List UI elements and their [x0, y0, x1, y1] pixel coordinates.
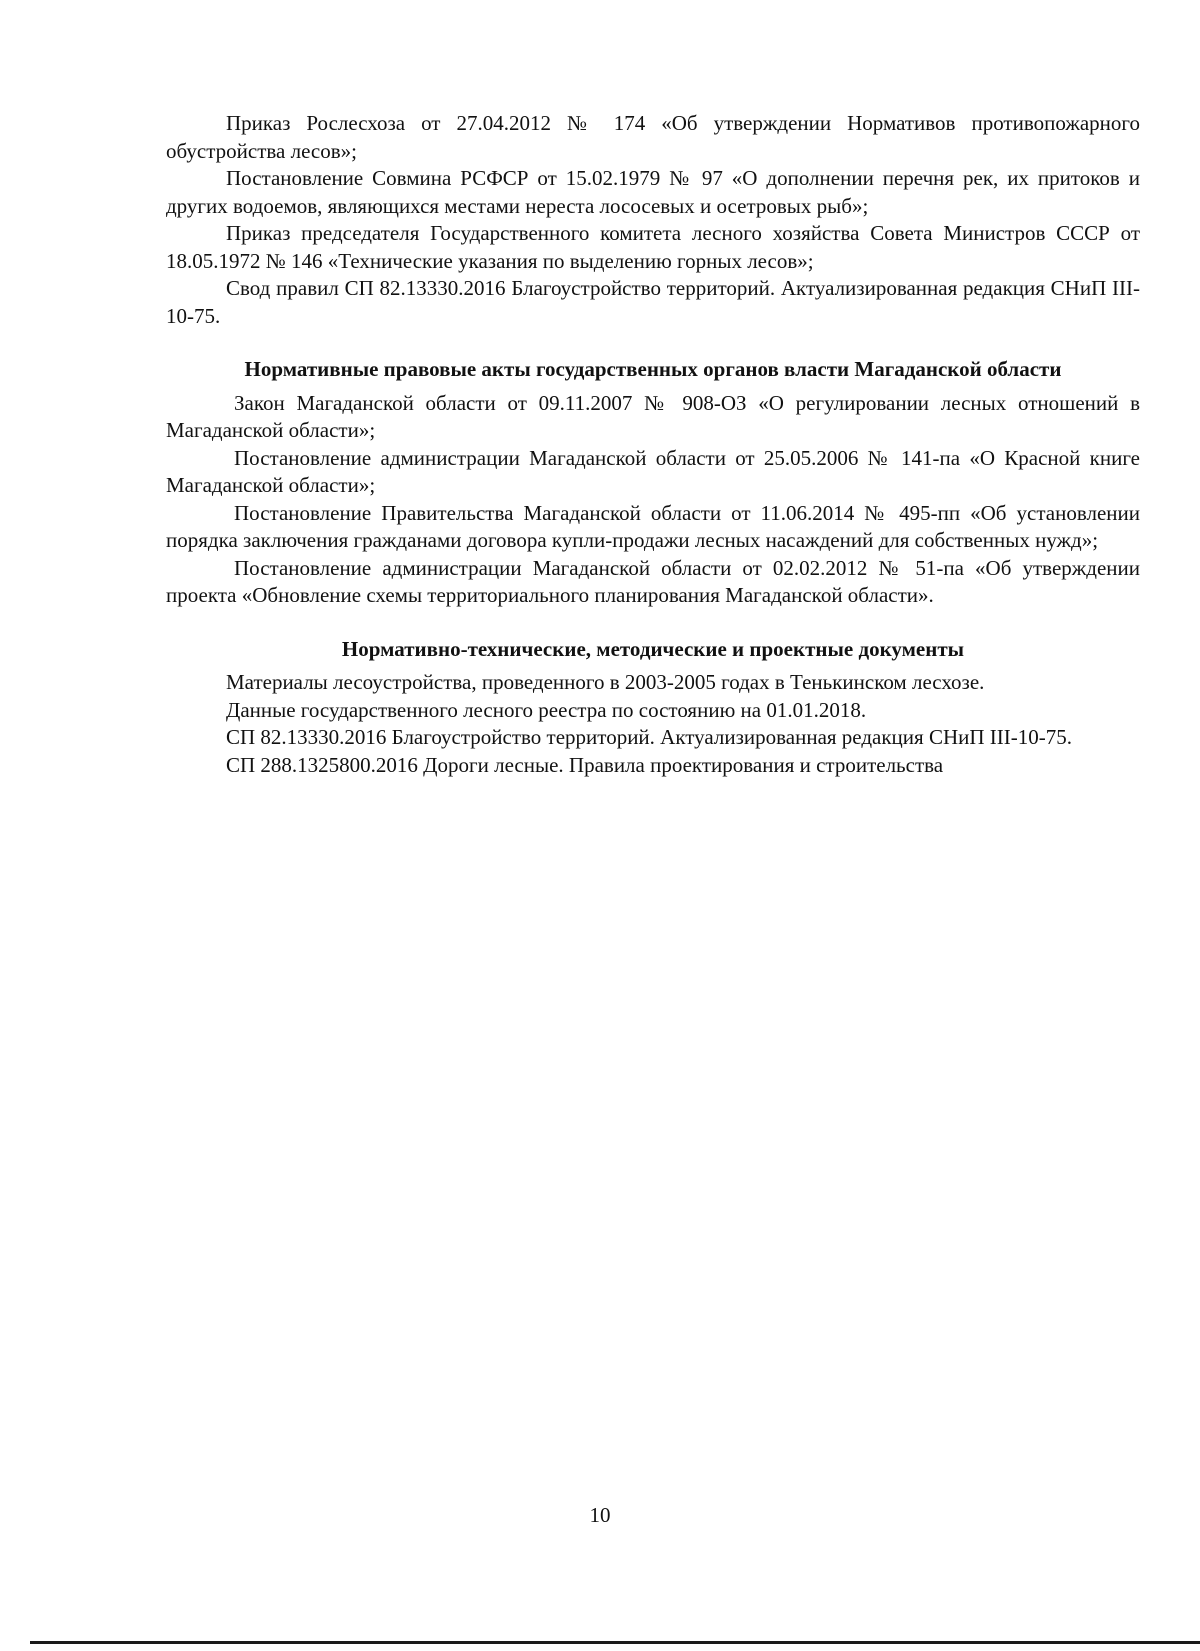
technical-documents-list	[166, 669, 1140, 779]
list-item: Закон Магаданской области от 09.11.2007 № 908-ОЗ «О регулировании лесных отношений в Магаданской области»;	[166, 390, 1140, 442]
list-item: Данные государственного лесного реестра по состоянию на 01.01.2018.	[226, 697, 867, 722]
list-item: Постановление Совмина РСФСР от 15.02.1979 № 97 «О дополнении перечня рек, их притоков и других водоемов, являющихся местами нереста лососевых и осетровых рыб»;	[166, 166, 1140, 218]
section-heading-regional-acts: Нормативные правовые акты государственных органов власти Магаданской области	[244, 357, 1062, 381]
list-item: Свод правил СП 82.13330.2016 Благоустройство территорий. Актуализированная редакция СНиП III-10-75.	[166, 276, 1140, 328]
list-item: Постановление Правительства Магаданской области от 11.06.2014 № 495-пп «Об установлении порядка заключения гражданами договора купли-продажи лесных насаждений для собственных нужд»;	[166, 500, 1140, 552]
list-item: Постановление администрации Магаданской области от 02.02.2012 № 51-па «Об утверждении проекта «Обновление схемы территориального планирования Магаданской области».	[166, 555, 1140, 607]
section-heading-technical-documents: Нормативно-технические, методические и проектные документы	[341, 636, 965, 661]
federal-acts-list	[166, 110, 1140, 330]
list-item: СП 288.1325800.2016 Дороги лесные. Правила проектирования и строительства	[226, 752, 944, 777]
regional-acts-list	[166, 390, 1140, 610]
page-number: 10	[589, 1503, 611, 1527]
bottom-divider	[30, 1641, 1200, 1644]
list-item: Приказ Рослесхоза от 27.04.2012 № 174 «Об утверждении Нормативов противопожарного обустройства лесов»;	[166, 111, 1140, 163]
list-item: СП 82.13330.2016 Благоустройство территорий. Актуализированная редакция СНиП III-10-75.	[226, 725, 1072, 749]
list-item: Постановление администрации Магаданской области от 25.05.2006 № 141-па «О Красной книге Магаданской области»;	[166, 445, 1140, 497]
list-item: Приказ председателя Государственного комитета лесного хозяйства Совета Министров СССР от 18.05.1972 № 146 «Технические указания по выделению горных лесов»;	[166, 221, 1140, 273]
document-body	[166, 110, 1140, 779]
list-item: Материалы лесоустройства, проведенного в 2003-2005 годах в Тенькинском лесхозе.	[226, 670, 985, 694]
